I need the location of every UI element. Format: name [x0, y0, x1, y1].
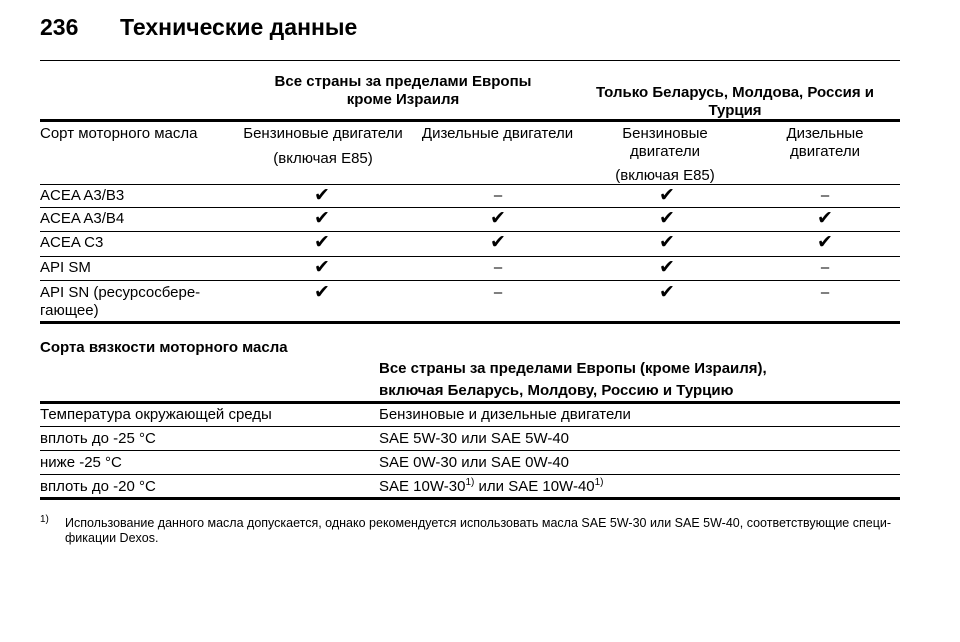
footnote-ref: 1): [465, 477, 475, 488]
page-number: 236: [40, 14, 79, 40]
group-header-europe: Все страны за пределами Европы кроме Израиля: [274, 73, 532, 108]
header-divider: [40, 60, 900, 61]
temperature-cell: вплоть до -20 °C: [40, 478, 156, 495]
dash-mark: –: [820, 187, 830, 204]
dash-mark: –: [820, 259, 830, 276]
row-rule: [40, 207, 900, 208]
temperature-cell: вплоть до -25 °C: [40, 430, 156, 447]
dash-mark: –: [493, 284, 503, 301]
row-rule: [40, 256, 900, 257]
group-header-other: Только Беларусь, Молдова, Россия и Турция: [595, 84, 875, 119]
col-header-petrol-other-note: (включая E85): [615, 167, 715, 184]
viscosity-group-line1: Все страны за пределами Европы (кроме Израиля),: [379, 360, 767, 377]
grade-cell: ACEA C3: [40, 234, 104, 251]
row-rule: [40, 280, 900, 281]
grade-cell: ACEA A3/B4: [40, 210, 125, 227]
col-header-petrol-europe: Бензиновые двигатели: [243, 125, 403, 142]
viscosity-section-title: Сорта вязкости моторного масла: [40, 339, 288, 356]
viscosity-cell: SAE 5W-30 или SAE 5W-40: [379, 430, 570, 447]
check-mark: ✔: [659, 185, 675, 206]
footnote-marker: 1): [40, 514, 49, 525]
row-rule: [40, 474, 900, 475]
col-header-diesel-other: Дизельные двигатели: [786, 125, 864, 160]
grade-cell: API SM: [40, 259, 91, 276]
table-bottom-rule: [40, 321, 900, 324]
viscosity-cell: SAE 0W-30 или SAE 0W-40: [379, 454, 570, 471]
viscosity-value-b: или SAE 10W-40: [474, 478, 595, 495]
temperature-cell: ниже -25 °C: [40, 454, 122, 471]
check-mark: ✔: [314, 208, 330, 229]
row-rule: [40, 231, 900, 232]
footnote-ref: 1): [594, 477, 604, 488]
page-title: Технические данные: [120, 14, 358, 40]
dash-mark: –: [820, 284, 830, 301]
dash-mark: –: [493, 259, 503, 276]
col-header-petrol-other: Бензиновые двигатели: [622, 125, 708, 160]
col-header-engines: Бензиновые и дизельные двигатели: [379, 406, 631, 423]
check-mark: ✔: [659, 257, 675, 278]
grade-cell: API SN (ресурсосбере-гающее): [40, 284, 201, 319]
check-mark: ✔: [314, 232, 330, 253]
footnote-text: Использование данного масла допускается, однако рекомендуется использовать масла SAE 5W-30 или SAE 5W-40, соответствующие специ-фикации Dexos.: [65, 516, 891, 545]
viscosity-value-a: SAE 10W-30: [379, 478, 466, 495]
col-header-petrol-europe-note: (включая E85): [273, 150, 373, 167]
check-mark: ✔: [314, 257, 330, 278]
check-mark: ✔: [314, 282, 330, 303]
check-mark: ✔: [659, 208, 675, 229]
check-mark: ✔: [314, 185, 330, 206]
check-mark: ✔: [490, 232, 506, 253]
col-header-temperature: Температура окружающей среды: [40, 406, 272, 423]
viscosity-group-line2: включая Беларусь, Молдову, Россию и Турцию: [379, 382, 734, 399]
check-mark: ✔: [817, 208, 833, 229]
col-header-grade: Сорт моторного масла: [40, 125, 198, 142]
check-mark: ✔: [490, 208, 506, 229]
viscosity-top-rule: [40, 401, 900, 404]
col-header-diesel-europe: Дизельные двигатели: [421, 125, 574, 142]
viscosity-bottom-rule: [40, 497, 900, 500]
viscosity-cell: [379, 478, 604, 496]
grade-cell: ACEA A3/B3: [40, 187, 125, 204]
row-rule: [40, 426, 900, 427]
table-top-rule: [40, 119, 900, 122]
check-mark: ✔: [659, 282, 675, 303]
check-mark: ✔: [659, 232, 675, 253]
header-row-rule: [40, 184, 900, 185]
check-mark: ✔: [817, 232, 833, 253]
row-rule: [40, 450, 900, 451]
dash-mark: –: [493, 187, 503, 204]
